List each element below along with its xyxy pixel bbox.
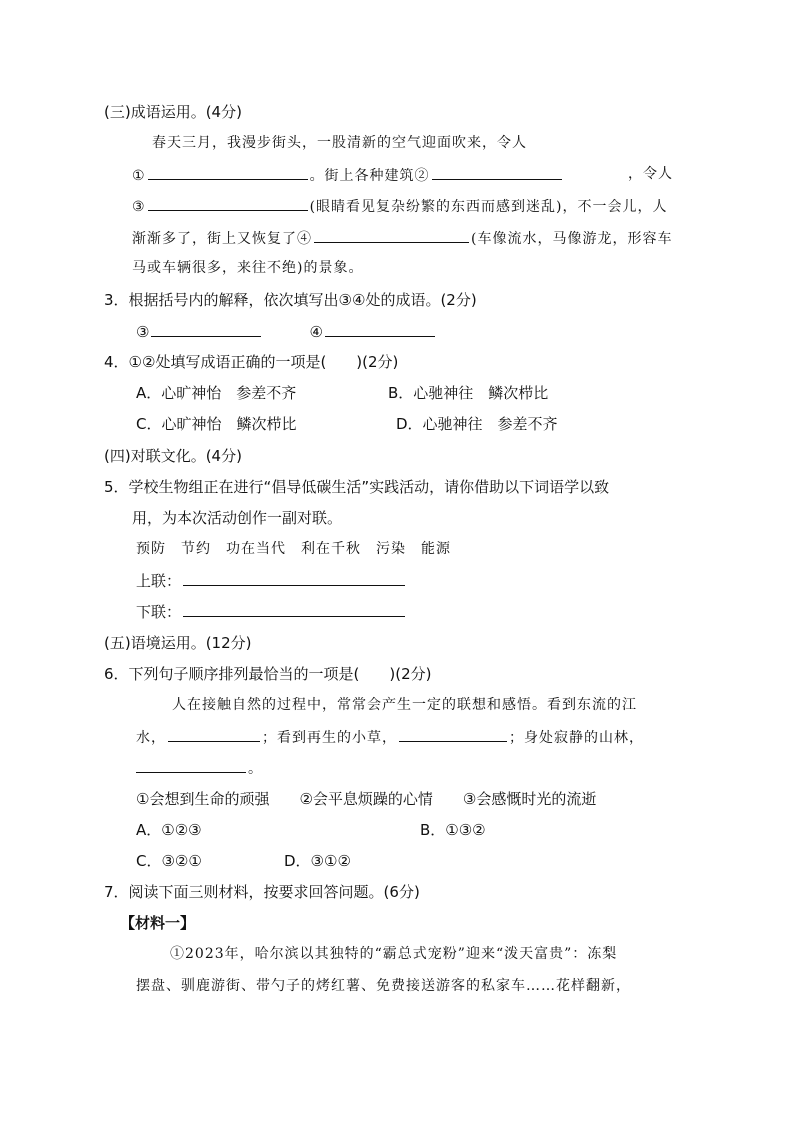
marker-1: ① bbox=[132, 168, 146, 184]
passage-text: ，令人 bbox=[628, 166, 673, 182]
passage-line-3 bbox=[132, 195, 668, 217]
q4-option-a[interactable]: A．心旷神怡 参差不齐 bbox=[136, 384, 297, 402]
q6-passage-line-2 bbox=[136, 726, 644, 748]
q4-option-b[interactable]: B．心驰神往 鳞次栉比 bbox=[388, 384, 549, 402]
passage-text: 水， bbox=[136, 730, 166, 746]
question-3: 3．根据括号内的解释，依次填写出③④处的成语。(2分) bbox=[104, 291, 477, 309]
q6-option-d[interactable]: D．③①② bbox=[284, 852, 351, 870]
passage-line-5: 马或车辆很多，来往不绝)的景象。 bbox=[132, 260, 364, 276]
material-1-line-1: ①2023年，哈尔滨以其独特的“霸总式宠粉”迎来“泼天富贵”：冻梨 bbox=[170, 946, 618, 962]
material-1-line-2: 摆盘、驯鹿游街、带勺子的烤红薯、免费接送游客的私家车……花样翻新， bbox=[136, 978, 631, 994]
q6-option-c[interactable]: C．③②① bbox=[136, 852, 202, 870]
q6-passage-line-1: 人在接触自然的过程中，常常会产生一定的联想和感悟。看到东流的江 bbox=[172, 697, 637, 713]
blank-3[interactable] bbox=[148, 195, 308, 211]
q6-blank-3[interactable] bbox=[136, 757, 246, 773]
upper-couplet-input[interactable] bbox=[183, 570, 405, 586]
passage-text: (车像流水，马像游龙，形容车 bbox=[471, 231, 673, 247]
blank-1[interactable] bbox=[148, 164, 308, 180]
answer-blank-3[interactable] bbox=[151, 321, 261, 337]
question-7: 7．阅读下面三则材料，按要求回答问题。(6分) bbox=[104, 883, 420, 901]
lower-couplet-row bbox=[136, 601, 407, 622]
q6-option-a[interactable]: A．①②③ bbox=[136, 821, 202, 839]
marker-3: ③ bbox=[136, 323, 150, 341]
marker-3: ③ bbox=[132, 199, 146, 215]
q6-blank-1[interactable] bbox=[168, 726, 260, 742]
q6-passage-line-3 bbox=[136, 757, 263, 779]
question-6: 6．下列句子顺序排列最恰当的一项是( )(2分) bbox=[104, 665, 432, 683]
q4-option-d[interactable]: D．心驰神往 参差不齐 bbox=[396, 415, 558, 433]
lower-couplet-label: 下联： bbox=[136, 603, 182, 621]
q6-option-b[interactable]: B．①③② bbox=[420, 821, 486, 839]
material-1-title: 【材料一】 bbox=[120, 914, 196, 932]
answer-blank-4[interactable] bbox=[325, 321, 435, 337]
marker-4: ④ bbox=[309, 323, 323, 341]
passage-text: 。 bbox=[248, 761, 263, 777]
q3-answer-line bbox=[136, 321, 437, 342]
blank-4[interactable] bbox=[314, 227, 469, 243]
passage-text: 渐渐多了，街上又恢复了④ bbox=[132, 231, 312, 247]
passage-line-4 bbox=[132, 227, 672, 249]
q4-option-c[interactable]: C．心旷神怡 鳞次栉比 bbox=[136, 415, 297, 433]
passage-text: ；看到再生的小草， bbox=[262, 730, 397, 746]
q6-blank-2[interactable] bbox=[399, 726, 507, 742]
question-5-line-2: 用，为本次活动创作一副对联。 bbox=[132, 509, 343, 527]
question-4: 4．①②处填写成语正确的一项是( )(2分) bbox=[104, 353, 399, 371]
passage-line-1 bbox=[152, 133, 673, 153]
passage-line-2 bbox=[132, 164, 673, 186]
q6-sentence-options: ①会想到生命的顽强 ②会平息烦躁的心情 ③会感慨时光的流逝 bbox=[136, 790, 597, 808]
word-bank: 预防 节约 功在当代 利在千秋 污染 能源 bbox=[136, 541, 451, 557]
question-5-line-1: 5．学校生物组正在进行“倡导低碳生活”实践活动，请你借助以下词语学以致 bbox=[104, 478, 610, 496]
passage-text: (眼睛看见复杂纷繁的东西而感到迷乱)，不一会儿，人 bbox=[309, 199, 668, 215]
blank-2[interactable] bbox=[432, 164, 562, 180]
section-heading-context: (五)语境运用。(12分) bbox=[104, 634, 252, 652]
passage-text: 春天三月，我漫步街头，一股清新的空气迎面吹来，令人 bbox=[152, 135, 527, 151]
section-heading-couplet: (四)对联文化。(4分) bbox=[104, 447, 242, 465]
upper-couplet-row bbox=[136, 570, 407, 591]
passage-text: ；身处寂静的山林， bbox=[509, 730, 644, 746]
section-heading-idioms: (三)成语运用。(4分) bbox=[104, 103, 242, 121]
upper-couplet-label: 上联： bbox=[136, 572, 182, 590]
passage-text: 。街上各种建筑② bbox=[309, 168, 430, 184]
lower-couplet-input[interactable] bbox=[183, 601, 405, 617]
